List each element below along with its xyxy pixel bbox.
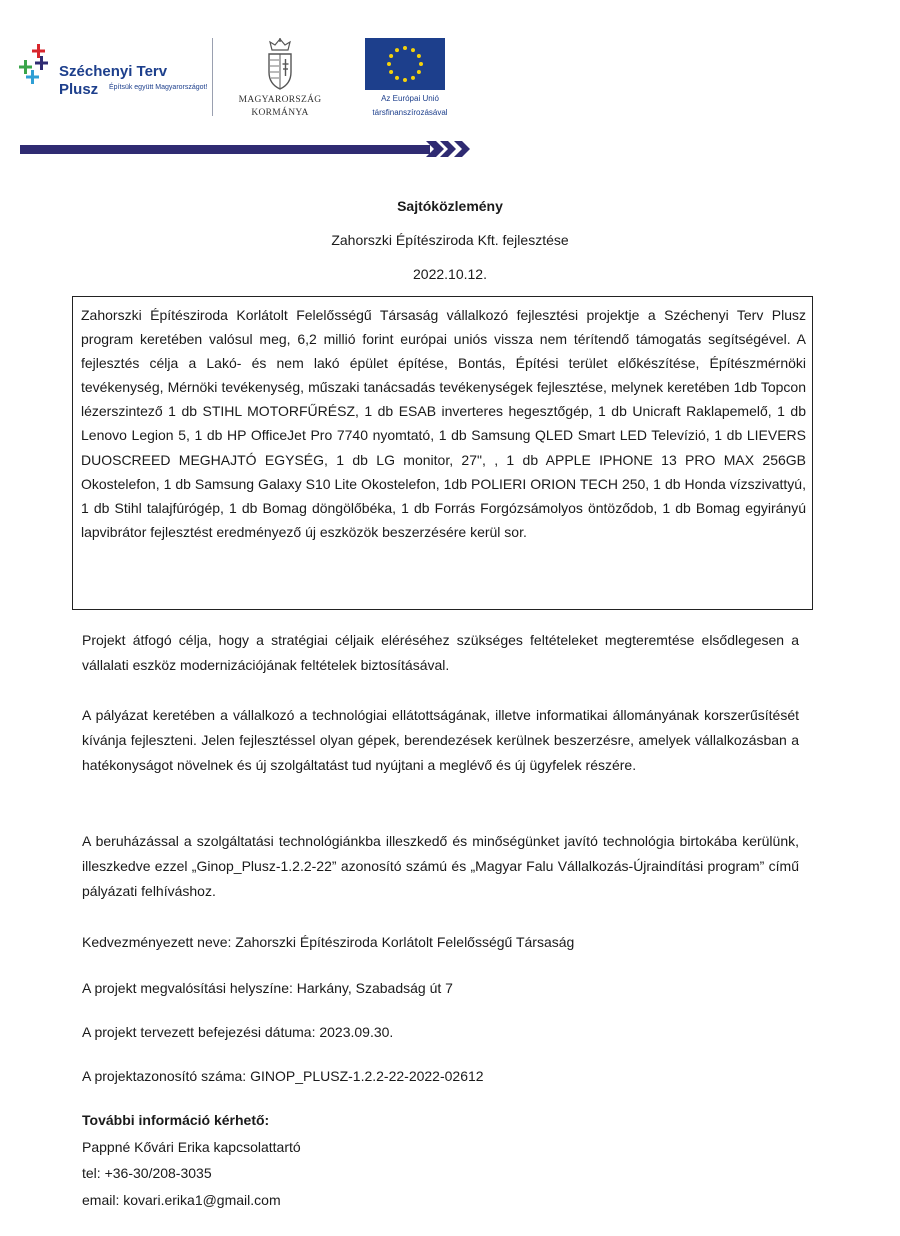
- brand-bar: [20, 145, 430, 154]
- eu-logo: [350, 38, 470, 120]
- document-subtitle: Zahorszki Építésziroda Kft. fejlesztése: [331, 232, 569, 248]
- completion-line: A projekt tervezett befejezési dátuma: 2023.09.30.: [82, 1024, 394, 1040]
- hungarian-crest-icon: [263, 38, 297, 92]
- paragraph-investment: A beruházással a szolgáltatási technológiánkba illeszkedő és minőségünket javító technológia birtokába kerülünk, illeszkedve ezzel „Ginop_Plusz-1.2.2-22” azonosító számú és „Magyar Falu Vállalkozás-Újraindítási program” című pályázati felhíváshoz.: [82, 833, 799, 899]
- document-date: 2022.10.12.: [413, 266, 487, 282]
- government-line1: MAGYARORSZÁG: [238, 95, 322, 105]
- logo-band: [0, 0, 900, 165]
- logo-divider: [212, 38, 213, 116]
- program-title-line2: Plusz: [59, 81, 99, 98]
- location-line: A projekt megvalósítási helyszíne: Harkány, Szabadság út 7: [82, 980, 453, 996]
- program-tagline: Építsük együtt Magyarországot!: [109, 84, 208, 91]
- chevron-icon: [426, 141, 506, 157]
- document-heading: Sajtóközlemény: [397, 198, 503, 214]
- contact-phone: tel: +36-30/208-3035: [82, 1165, 212, 1181]
- szechenyi-terv-logo-icon: [18, 44, 58, 88]
- project-id-line: A projektazonosító száma: GINOP_PLUSZ-1.2.2-22-2022-02612: [82, 1068, 484, 1084]
- eu-line2: társfinanszírozásával: [372, 108, 448, 117]
- contact-person: Pappné Kővári Erika kapcsolattartó: [82, 1138, 301, 1155]
- paragraph-project-goal: Projekt átfogó célja, hogy a stratégiai céljaik eléréséhez szükséges feltételeket megteremtése elsődlegesen a vállalati eszköz modernizációjának feltételek biztosításával.: [82, 632, 799, 673]
- government-line2: KORMÁNYA: [251, 108, 309, 118]
- contact-block: [82, 1107, 301, 1213]
- eu-line1: Az Európai Unió: [381, 94, 439, 103]
- paragraph-tender: A pályázat keretében a vállalkozó a technológiai ellátottságának, illetve informatikai állományának korszerűsítését kívánja fejleszteni. Jelen fejlesztéssel olyan gépek, berendezések kerülnek beszerzésre, amelyek vállalkozásban a hatékonyságot növelnek és új szolgáltatást tud nyújtani a meglévő és új ügyfelek részére.: [82, 707, 799, 773]
- eu-flag-icon: [365, 38, 445, 90]
- project-summary-text: Zahorszki Építésziroda Korlátolt Felelősségű Társaság vállalkozó fejlesztési projektje a Széchenyi Terv Plusz program keretében valósul meg, 6,2 millió forint európai uniós vissza nem térítendő támogatás segítségével. A fejlesztés célja a Lakó- és nem lakó épület építése, Bontás, Építési terület előkészítése, Építészmérnöki tevékenység, Mérnöki tevékenység, műszaki tanácsadás tevékenységek fejlesztése, melynek keretében 1db Topcon lézerszintező 1 db STIHL MOTORFŰRÉSZ, 1 db ESAB inverteres hegesztőgép, 1 db Unicraft Raklapemelő, 1 db Lenovo Legion 5, 1 db HP OfficeJet Pro 7740 nyomtató, 1 db Samsung QLED Smart LED Televízió, 1 db LIEVERS DUOSCREED MEGHAJTÓ EGYSÉG, 1 db LG monitor, 27", , 1 db APPLE IPHONE 13 PRO MAX 256GB Okostelefon, 1 db Samsung Galaxy S10 Lite Okostelefon, 1db POLIERI ORION TECH 250, 1 db Honda vízszivattyú, 1 db Stihl talajfúrógép, 1 db Bomag döngölőbéka, 1 db Forrás Forgózsámolyos öntöződob, 1 db Bomag egyirányú lapvibrátor fejlesztést eredményező új eszközök beszerzésére kerül sor.: [81, 307, 806, 540]
- program-title-line1: Széchenyi Terv: [59, 63, 168, 80]
- beneficiary-line: Kedvezményezett neve: Zahorszki Építésziroda Korlátolt Felelősségű Társaság: [82, 934, 575, 950]
- government-logo: [230, 38, 330, 120]
- contact-title: További információ kérhető:: [82, 1112, 270, 1128]
- szechenyi-terv-logo: [18, 44, 208, 114]
- contact-email: email: kovari.erika1@gmail.com: [82, 1191, 281, 1208]
- project-summary-box: [72, 296, 813, 610]
